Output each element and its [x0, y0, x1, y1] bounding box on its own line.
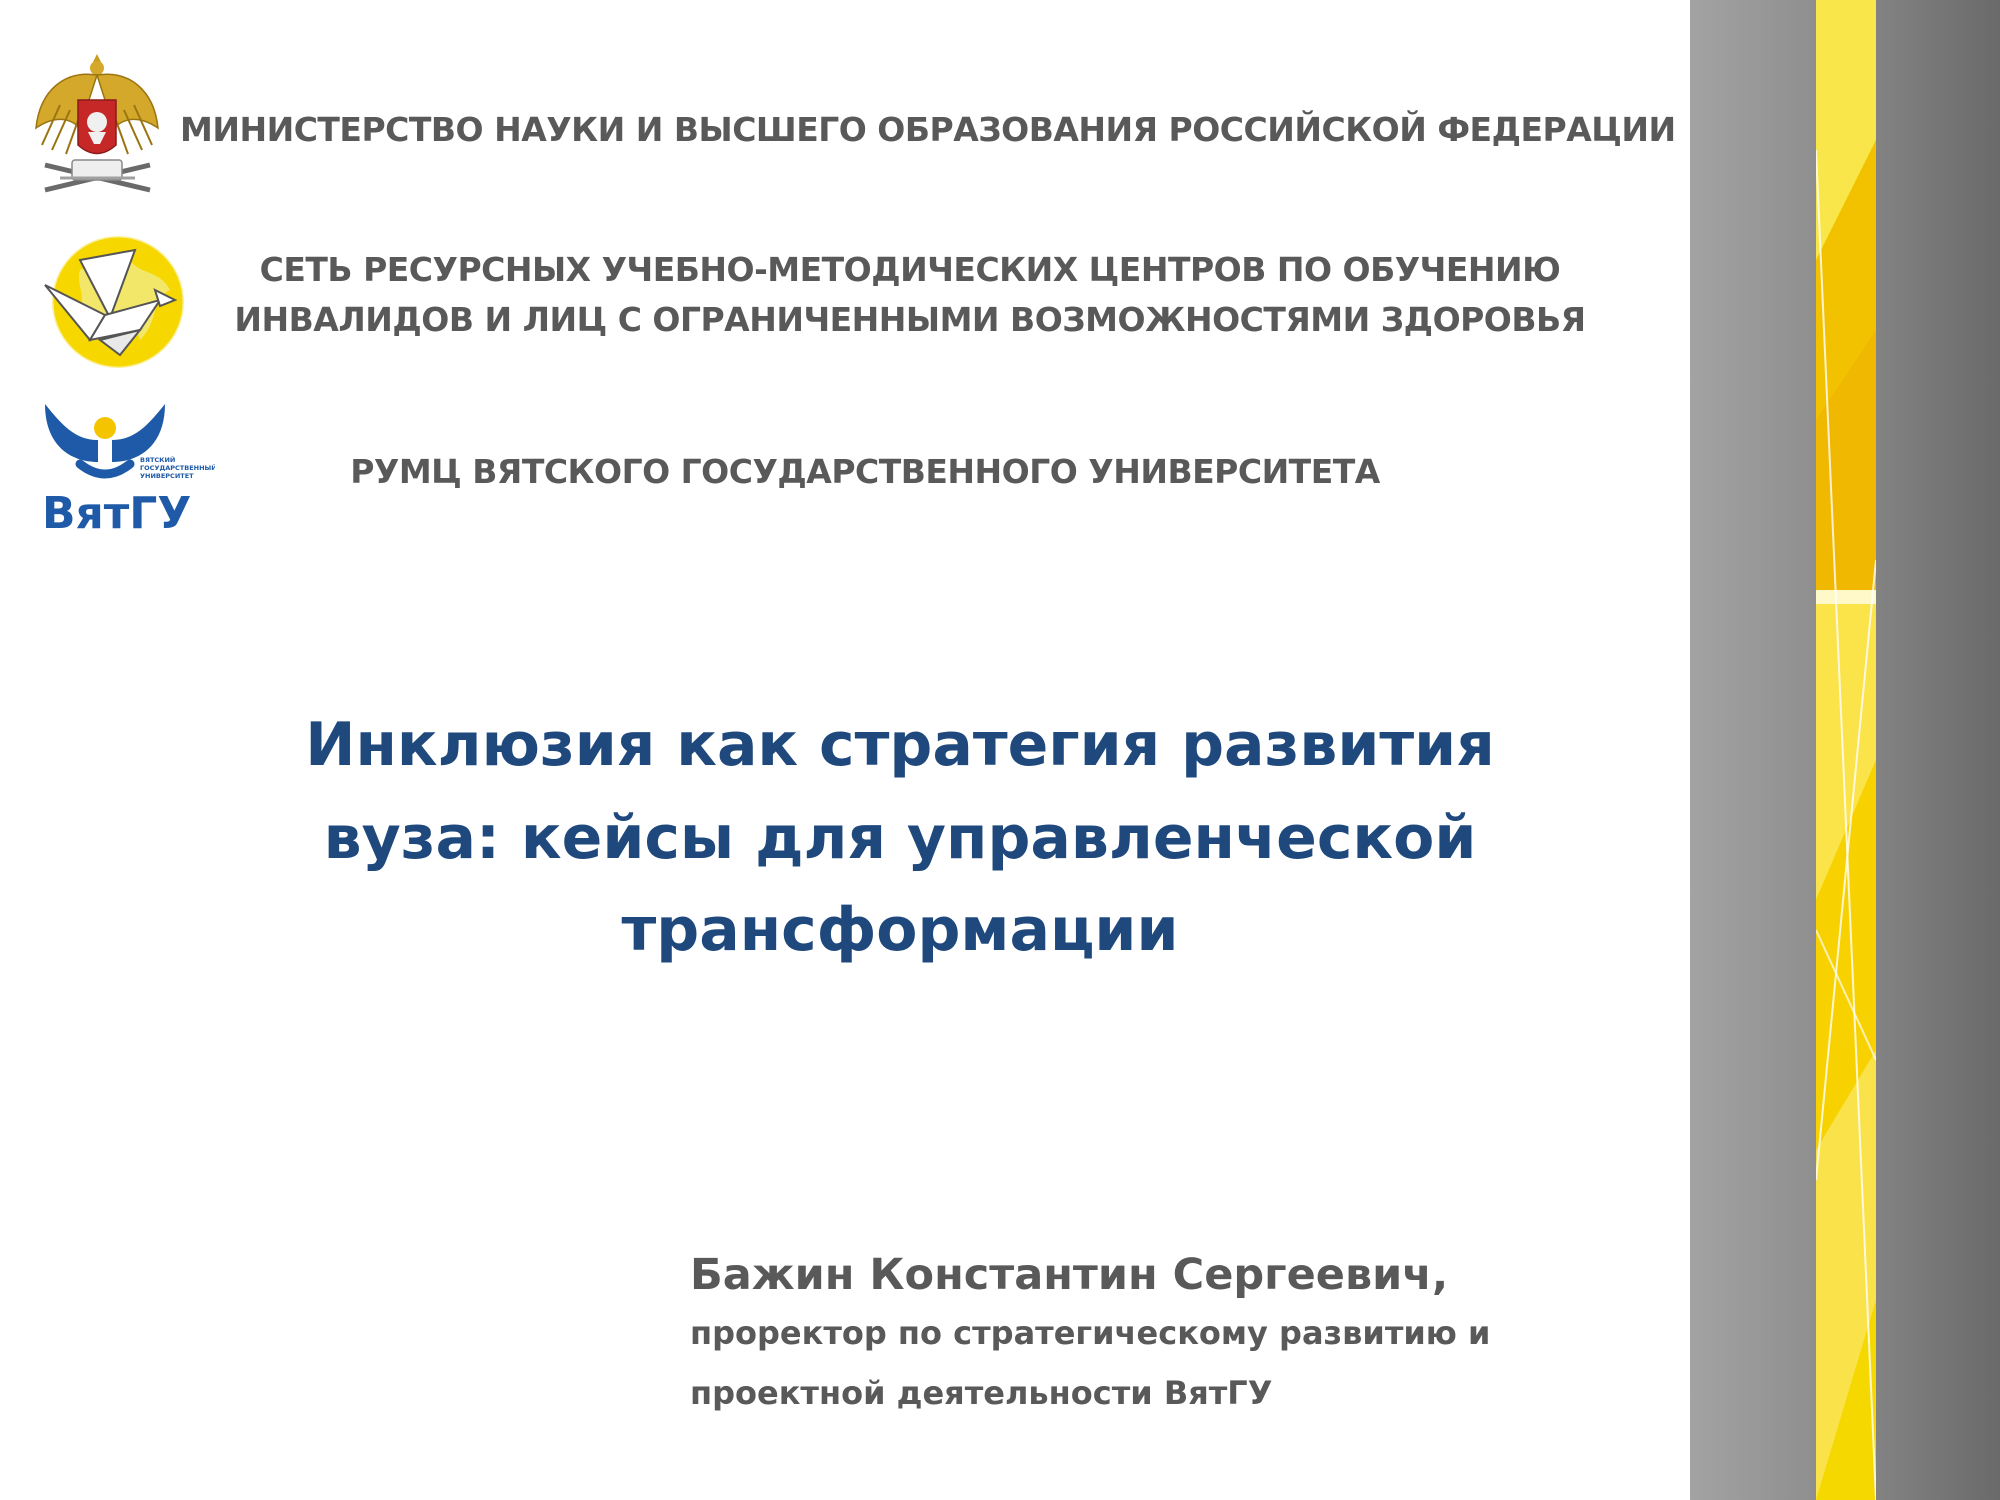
vyatgu-caption-1: ВЯТСКИЙ	[140, 456, 176, 464]
vyatgu-wordmark: ВятГУ	[42, 488, 192, 539]
russian-coat-of-arms-icon	[30, 50, 165, 200]
author-position-line1: проректор по стратегическому развитию и	[690, 1314, 1491, 1352]
yellow-geometric-strip	[1816, 0, 1876, 1500]
rumc-heading: РУМЦ ВЯТСКОГО ГОСУДАРСТВЕННОГО УНИВЕРСИТЕТА	[350, 452, 1380, 491]
author-position-line2: проектной деятельности ВятГУ	[690, 1374, 1273, 1412]
vyatgu-caption-3: УНИВЕРСИТЕТ	[140, 472, 194, 480]
author-name: Бажин Константин Сергеевич,	[690, 1250, 1449, 1300]
presentation-title-line2: вуза: кейсы для управленческой	[323, 803, 1477, 873]
ministry-heading: МИНИСТЕРСТВО НАУКИ И ВЫСШЕГО ОБРАЗОВАНИЯ РОССИЙСКОЙ ФЕДЕРАЦИИ	[180, 110, 1676, 149]
presentation-title-line1: Инклюзия как стратегия развития	[305, 710, 1495, 780]
origami-dove-globe-icon	[40, 230, 190, 380]
presentation-title-line3: трансформации	[621, 895, 1179, 965]
author-block	[690, 1250, 1490, 1420]
network-heading-line2: ИНВАЛИДОВ И ЛИЦ С ОГРАНИЧЕННЫМИ ВОЗМОЖНОСТЯМИ ЗДОРОВЬЯ	[234, 300, 1586, 339]
vyatgu-caption-2: ГОСУДАРСТВЕННЫЙ	[140, 464, 215, 472]
network-heading-line1: СЕТЬ РЕСУРСНЫХ УЧЕБНО-МЕТОДИЧЕСКИХ ЦЕНТРОВ ПО ОБУЧЕНИЮ	[259, 250, 1561, 289]
